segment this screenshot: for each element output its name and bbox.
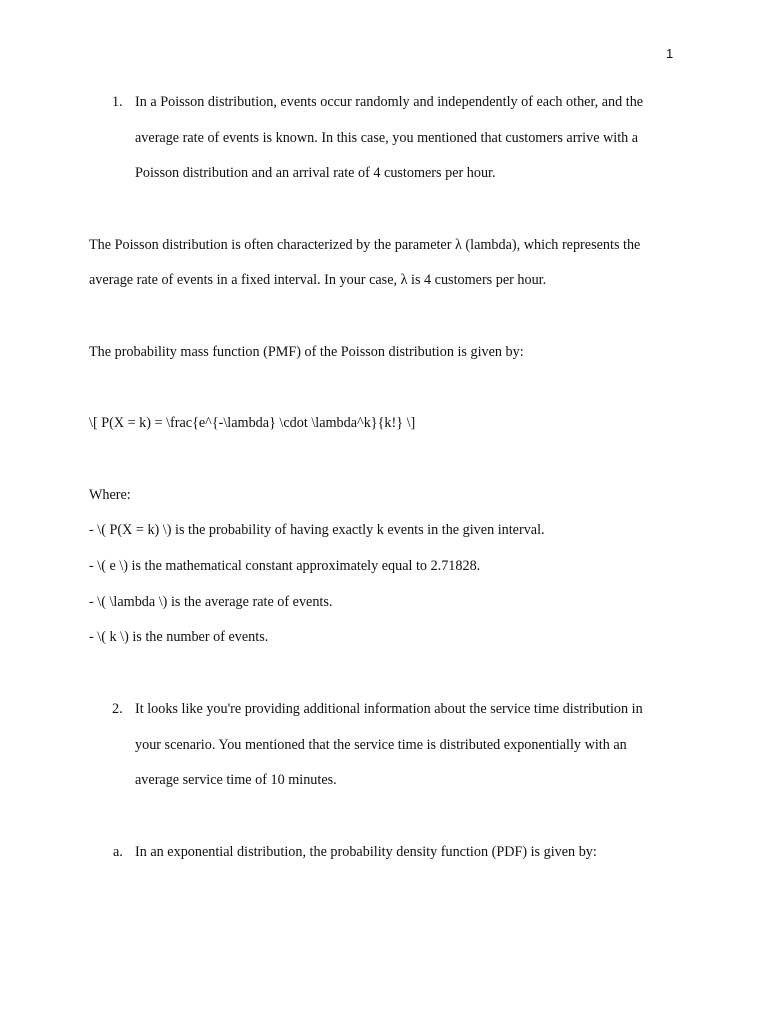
paragraph-lambda-line-1: The Poisson distribution is often characterized by the parameter λ (lambda), which represents the <box>89 237 641 253</box>
item-2-line-2: your scenario. You mentioned that the service time is distributed exponentially with an <box>135 737 627 753</box>
paragraph-pmf: The probability mass function (PMF) of the Poisson distribution is given by: <box>89 344 524 360</box>
where-label: Where: <box>89 487 131 503</box>
item-2-line-3: average service time of 10 minutes. <box>135 772 337 788</box>
item-1-line-1: In a Poisson distribution, events occur randomly and independently of each other, and the <box>135 94 644 110</box>
pmf-formula: \[ P(X = k) = \frac{e^{-\lambda} \cdot \lambda^k}{k!} \] <box>89 415 416 431</box>
where-item-3: - \( \lambda \) is the average rate of events. <box>89 594 333 610</box>
list-marker: 1. <box>112 94 123 110</box>
item-1-line-3: Poisson distribution and an arrival rate of 4 customers per hour. <box>135 165 496 181</box>
where-item-1: - \( P(X = k) \) is the probability of having exactly k events in the given interval. <box>89 522 545 538</box>
page-number: 1 <box>666 46 674 61</box>
list-marker: 2. <box>112 701 123 717</box>
list-marker: a. <box>113 844 123 860</box>
paragraph-lambda-line-2: average rate of events in a fixed interval. In your case, λ is 4 customers per hour. <box>89 272 547 288</box>
where-item-4: - \( k \) is the number of events. <box>89 629 269 645</box>
where-item-2: - \( e \) is the mathematical constant approximately equal to 2.71828. <box>89 558 481 574</box>
item-2-line-1: It looks like you're providing additional information about the service time distribution in <box>135 701 643 717</box>
item-1-line-2: average rate of events is known. In this case, you mentioned that customers arrive with a <box>135 130 639 146</box>
item-a-text: In an exponential distribution, the probability density function (PDF) is given by: <box>135 844 597 860</box>
